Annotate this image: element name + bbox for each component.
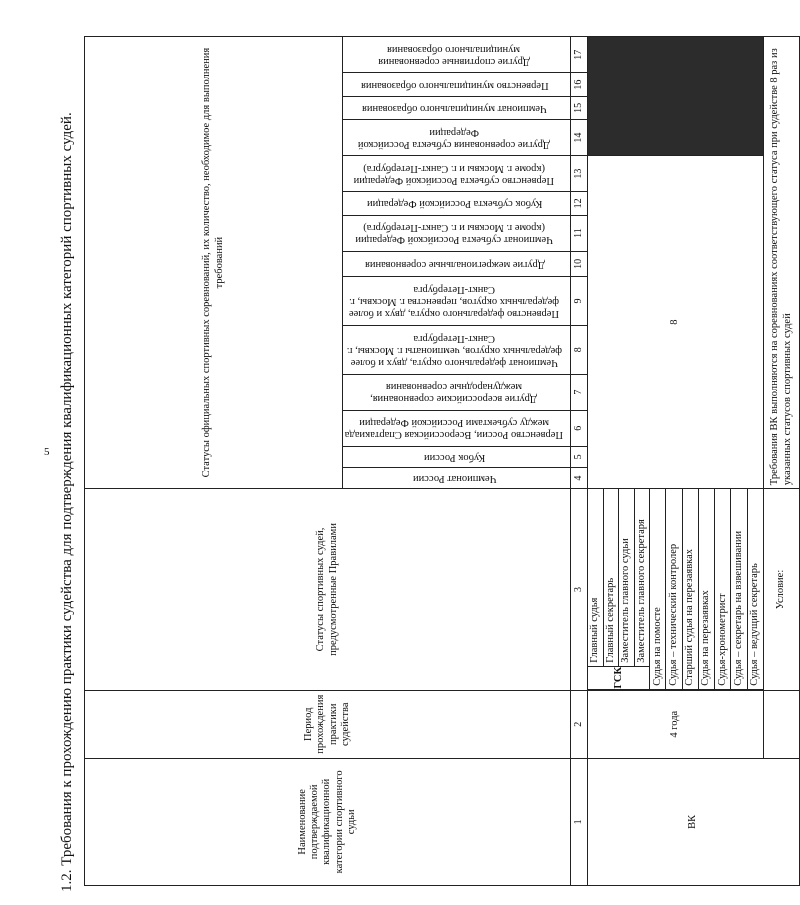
- page-number: 5: [44, 446, 50, 458]
- competition-status-12: Кубок субъекта Российской Федерации: [343, 192, 571, 215]
- positions-list: [588, 489, 764, 691]
- position-item: Судья – секретарь на взвешивании: [731, 489, 747, 689]
- document-sheet: [56, 12, 793, 892]
- competition-status-13: Первенство субъекта Российской Федерации (кроме г. Москвы и г. Санкт-Петербурга): [343, 156, 571, 192]
- competition-status-16: Первенство муниципального образования: [343, 73, 571, 96]
- position-items: [588, 489, 763, 689]
- position-item: Главный секретарь: [604, 489, 620, 666]
- position-item: Главный судья: [588, 489, 604, 666]
- competition-status-9: Первенство федерального округа, двух и более федеральных округов, первенства г. Москвы, г. Санкт-Петербурга: [343, 277, 571, 326]
- condition-spacer: [764, 690, 800, 758]
- competition-status-11: Чемпионат субъекта Российской Федерации (кроме г. Москвы и г. Санкт-Петербурга): [343, 215, 571, 251]
- position-item: Судья – ведущий секретарь: [749, 563, 761, 686]
- competition-status-5: Кубок России: [343, 446, 571, 467]
- requirements-table: [84, 36, 800, 886]
- position-gsk-group: [588, 489, 650, 689]
- header-category: Наименование подтверждаемой квалификационной категории спортивного судьи: [85, 758, 571, 885]
- competition-status-7: Другие всероссийские соревнования, международные соревнования: [343, 374, 571, 410]
- competition-status-6: Первенство России, Всероссийская Спартакиада между субъектами Российской Федерации: [343, 410, 571, 446]
- competition-status-14: Другие соревнования субъекта Российской Федерации: [343, 120, 571, 156]
- competition-status-17: Другие спортивные соревнования муниципального образования: [343, 37, 571, 73]
- column-number-row: 1 2 3 4 5 6 7 8 9 10 11 12 13 14 15 16 17: [571, 37, 588, 886]
- gsk-label: ГСК: [588, 666, 649, 689]
- competition-status-10: Другие межрегиональные соревнования: [343, 251, 571, 276]
- position-item: Судья-хронометрист: [715, 489, 731, 689]
- required-count: 8: [588, 156, 764, 489]
- header-period: Период прохождения практики судейства: [85, 690, 571, 758]
- period-value: 4 года: [588, 690, 764, 758]
- position-item: Заместитель главного секретаря: [635, 519, 647, 663]
- category-value: ВК: [588, 758, 800, 885]
- header-competitions-group: Статусы официальных спортивных соревнований, их количество, необходимое для выполнения требований: [85, 37, 343, 489]
- header-positions: Статусы спортивных судей, предусмотренные Правилами: [85, 489, 571, 691]
- section-heading: 1.2. Требования к прохождению практики судейства для подтверждения квалификационных категорий спортивных судей.: [59, 112, 75, 892]
- position-item: Судья на перезаявках: [699, 489, 715, 689]
- shaded-cell: [588, 37, 764, 156]
- competition-status-8: Чемпионат федерального округа, двух и более федеральных округов, чемпионаты г. Москвы, г. Санкт-Петербурга: [343, 325, 571, 374]
- position-item: Судья на помосте: [650, 489, 666, 689]
- condition-text: Требования ВК выполняются на соревнованиях соответствующего статуса при судействе 8 раз из указанных статусов спортивных судей: [764, 37, 800, 489]
- position-item: Судья – технический контролер: [666, 489, 682, 689]
- position-item: Старший судья на перезаявках: [683, 489, 699, 689]
- competition-status-4: Чемпионат России: [343, 467, 571, 488]
- condition-label: Условие:: [764, 489, 800, 691]
- position-item: Заместитель главного судьи: [619, 489, 635, 666]
- competition-status-15: Чемпионат муниципального образования: [343, 96, 571, 119]
